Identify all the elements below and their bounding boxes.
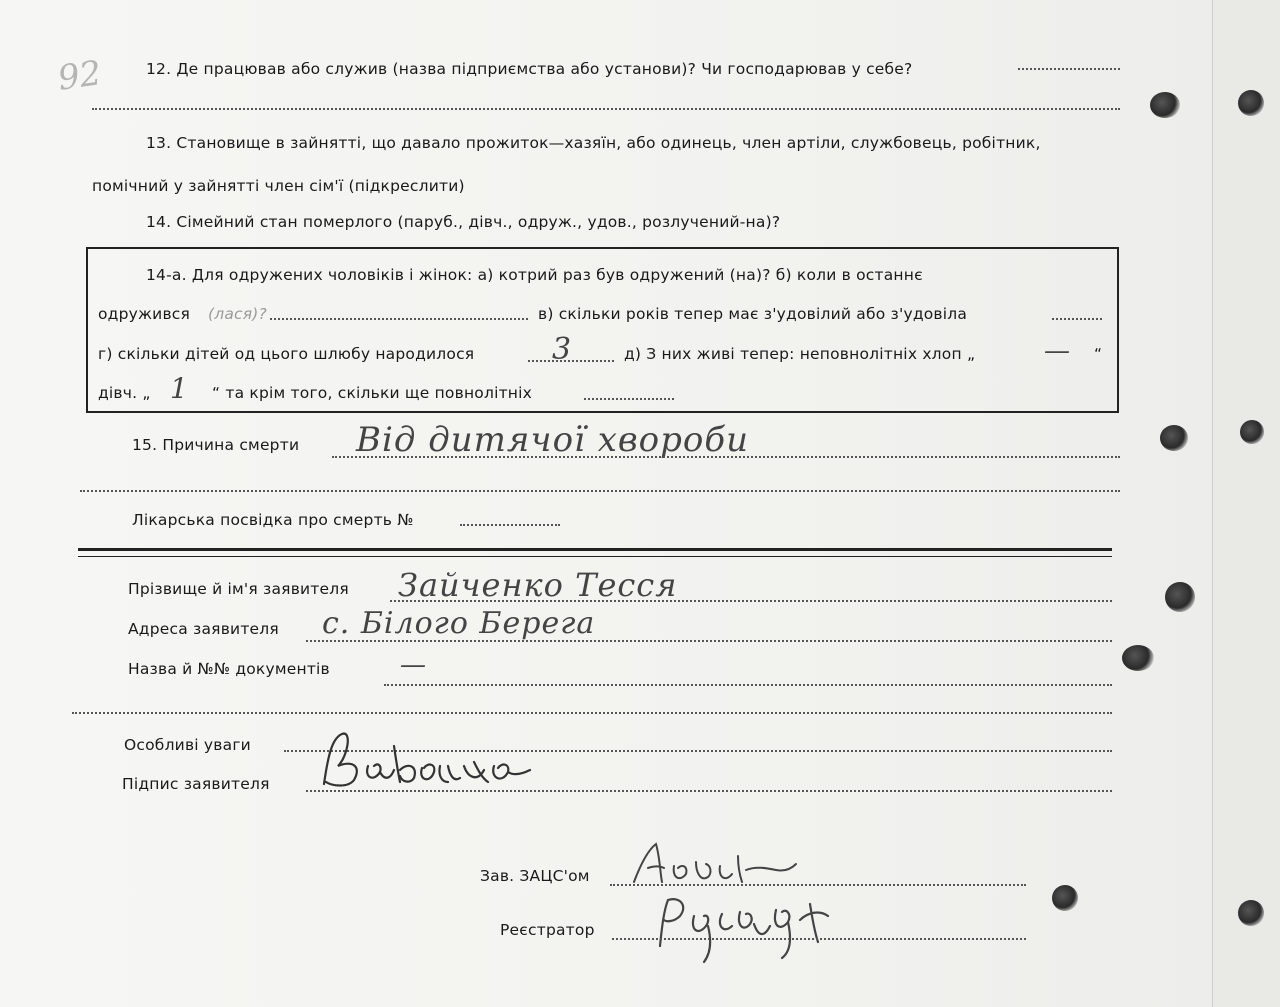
- q14a-line1: 14-а. Для одружених чоловіків і жінок: а) котрий раз був одружений (на)? б) коли в останнє: [146, 266, 923, 284]
- punch-hole: [1238, 90, 1264, 116]
- punch-hole: [1160, 425, 1188, 451]
- q14a-line3b: д) З них живі тепер: неповнолітніх хлоп „: [624, 345, 976, 363]
- registrar-label: Реєстратор: [500, 921, 595, 939]
- applicant-name-line: [390, 600, 1112, 602]
- documents-line: [384, 684, 1112, 686]
- applicant-address-line: [306, 640, 1112, 642]
- applicant-name-value: Зайченко Тесся: [398, 566, 678, 604]
- q13-line2: помічний у зайнятті член сім'ї (підкреслити): [92, 177, 465, 195]
- applicant-address-value: с. Білого Берега: [322, 606, 596, 641]
- punch-hole: [1165, 582, 1195, 612]
- q15-label: 15. Причина смерти: [132, 436, 300, 454]
- children-born-line: [528, 360, 614, 362]
- q14a-widowed-line: [1052, 318, 1102, 320]
- q12-text: 12. Де працював або служив (назва підприємства або установи)? Чи господарював у себе?: [146, 60, 913, 78]
- applicant-signature: [318, 726, 578, 796]
- applicant-signature-label: Підпис заявителя: [122, 775, 270, 793]
- q12-answer-line-2: [92, 108, 1120, 110]
- q14a-line4b: “ та крім того, скільки ще повнолітніх: [212, 384, 533, 402]
- medical-cert-line: [460, 524, 560, 526]
- children-born-value: 3: [552, 332, 573, 367]
- cause-line: [332, 456, 1120, 458]
- head-zags-label: Зав. ЗАЦС'ом: [480, 867, 590, 885]
- q14a-marriage-when-line: [270, 318, 528, 320]
- boys-alive-value: —: [1044, 336, 1071, 366]
- documents-label: Назва й №№ документів: [128, 660, 330, 678]
- documents-line-2: [72, 712, 1112, 714]
- q14a-line3a: г) скільки дітей од цього шлюбу народилося: [98, 345, 475, 363]
- section-divider: [78, 548, 1112, 551]
- applicant-name-label: Прізвище й ім'я заявителя: [128, 580, 349, 598]
- q12-answer-line: [1018, 68, 1120, 70]
- girls-alive-value: 1: [170, 372, 189, 405]
- applicant-signature-line: [306, 790, 1112, 792]
- punch-hole: [1150, 92, 1180, 118]
- medical-cert-label: Лікарська посвідка про смерть №: [132, 511, 414, 529]
- page-fold-strip: [1212, 0, 1280, 1007]
- punch-hole: [1240, 420, 1264, 444]
- q14a-line2-suffix: (лася)?: [208, 305, 267, 323]
- punch-hole: [1052, 885, 1078, 911]
- q14a-line2b: в) скільки років тепер має з'удовілий або з'удовіла: [538, 305, 968, 323]
- q13-line1: 13. Становище в зайнятті, що давало прожиток—хазяїн, або одинець, член артіли, службовець, робітник,: [146, 134, 1041, 152]
- margin-note: 92: [55, 53, 104, 99]
- special-notes-label: Особливі уваги: [124, 736, 251, 754]
- punch-hole: [1238, 900, 1264, 926]
- cause-line-2: [80, 490, 1120, 492]
- q14a-line2a: одружився: [98, 305, 191, 323]
- q14a-line4a: дівч. „: [98, 384, 151, 402]
- q14a-line3-close: “: [1094, 345, 1103, 363]
- adults-line: [584, 398, 674, 400]
- applicant-address-label: Адреса заявителя: [128, 620, 279, 638]
- documents-value: —: [400, 650, 427, 680]
- punch-hole: [1122, 645, 1154, 671]
- registrar-signature: [650, 886, 880, 966]
- q14-text: 14. Сімейний стан померлого (паруб., дівч., одруж., удов., розлучений-на)?: [146, 213, 781, 231]
- registrar-line: [612, 938, 1026, 940]
- cause-of-death-value: Від дитячої хвороби: [356, 420, 750, 460]
- section-divider-thin: [78, 556, 1112, 557]
